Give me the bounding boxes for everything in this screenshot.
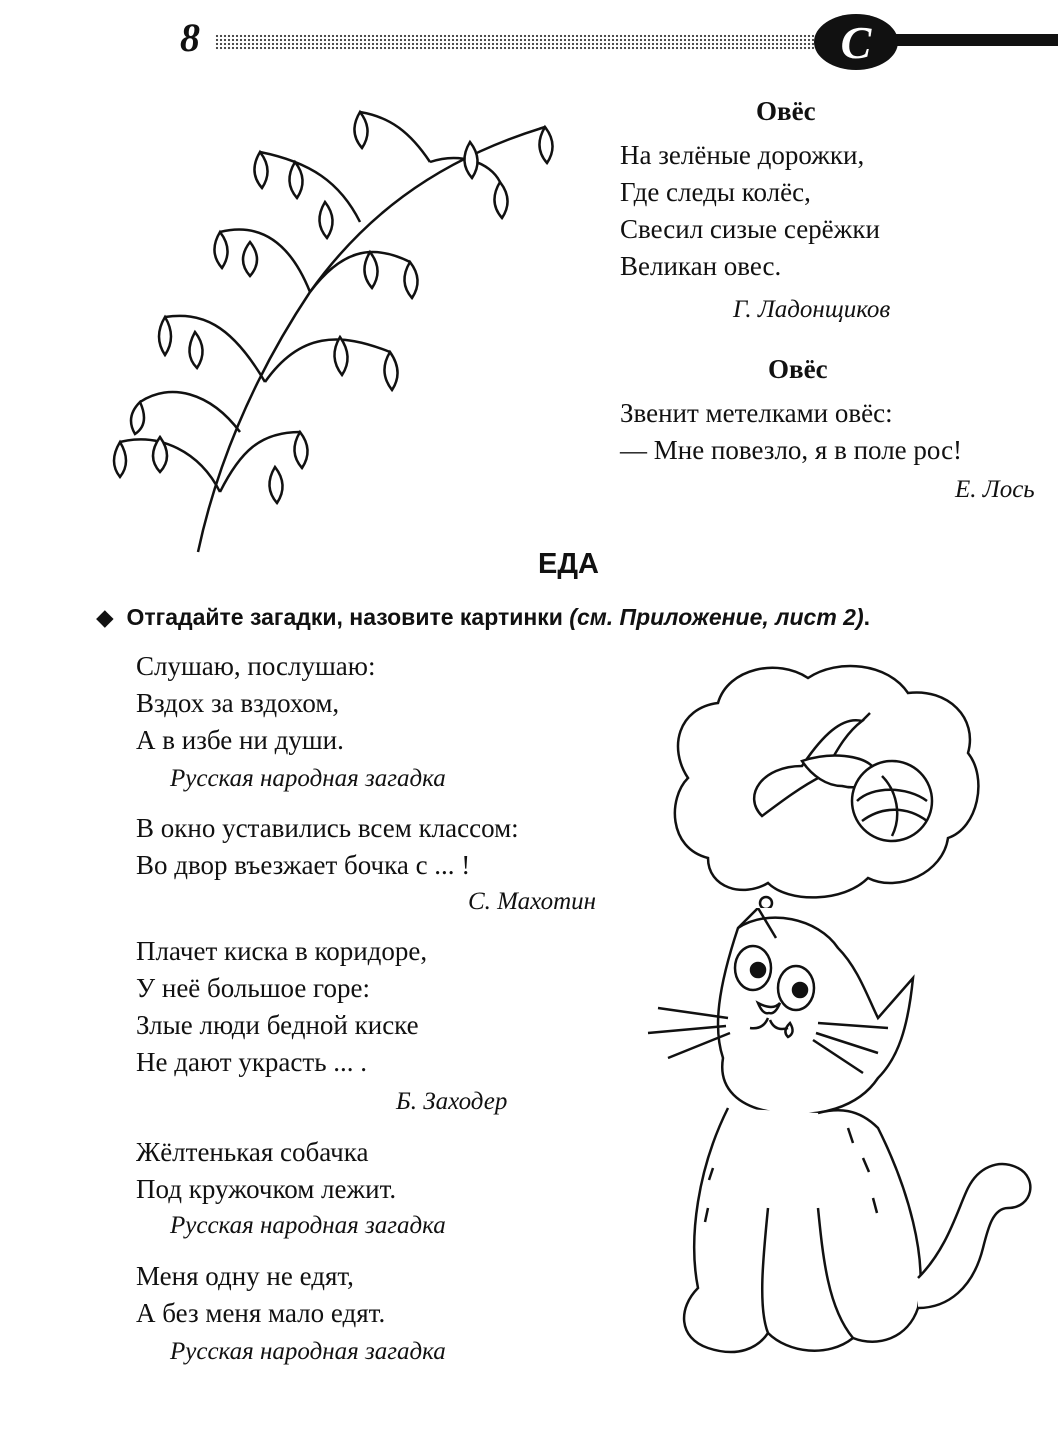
task-end: . <box>863 604 871 630</box>
task-reference: (см. Приложение, лист 2) <box>569 604 864 630</box>
verse-line: Жёлтенькая собачка <box>136 1137 369 1167</box>
verse-line: Вздох за вздохом, <box>136 688 340 718</box>
riddle-2 <box>136 810 519 884</box>
verse-line: Меня одну не едят, <box>136 1261 354 1291</box>
verse-line: А в избе ни души. <box>136 725 344 755</box>
page-number: 8 <box>180 15 200 60</box>
oat-plant-icon <box>90 92 570 562</box>
task-instruction <box>96 604 870 631</box>
verse-line: А без меня мало едят. <box>136 1298 386 1328</box>
verse-line: Свесил сизые серёжки <box>620 214 880 244</box>
section-heading: ЕДА <box>538 548 599 580</box>
verse-line: В окно уставились всем классом: <box>136 813 519 843</box>
section-letter-badge: С <box>814 14 898 70</box>
riddle-4 <box>136 1134 396 1208</box>
riddle-4-author: Русская народная загадка <box>170 1212 446 1239</box>
verse-line: Где следы колёс, <box>620 177 811 207</box>
poem1-verse <box>620 137 880 285</box>
poem1-title: Овёс <box>756 96 816 126</box>
riddle-3 <box>136 933 427 1081</box>
verse-line: Плачет киска в коридоре, <box>136 936 428 966</box>
poem2-author: Е. Лось <box>955 476 1035 503</box>
poem2-verse <box>620 395 962 469</box>
riddle-5 <box>136 1258 385 1332</box>
verse-line: Слушаю, послушаю: <box>136 651 376 681</box>
sausage-icon <box>742 706 942 846</box>
verse-line: Не дают украсть ... . <box>136 1047 368 1077</box>
verse-line: — Мне повезло, я в поле рос! <box>620 435 963 465</box>
riddle-3-author: Б. Заходер <box>396 1088 508 1115</box>
verse-line: На зелёные дорожки, <box>620 140 865 170</box>
header-bar <box>880 34 1058 46</box>
cat-icon <box>618 908 1048 1388</box>
verse-line: Во двор въезжает бочка с ... ! <box>136 850 471 880</box>
poem1-author: Г. Ладонщиков <box>733 296 891 323</box>
bullet-icon: ◆ <box>96 604 114 630</box>
task-main-text: Отгадайте загадки, назовите картинки <box>126 604 563 630</box>
riddle-5-author: Русская народная загадка <box>170 1338 446 1365</box>
verse-line: Злые люди бедной киске <box>136 1010 419 1040</box>
verse-line: Звенит метелками овёс: <box>620 398 893 428</box>
riddle-1 <box>136 648 375 759</box>
verse-line: У неё большое горе: <box>136 973 370 1003</box>
verse-line: Великан овес. <box>620 251 782 281</box>
riddle-1-author: Русская народная загадка <box>170 765 446 792</box>
header-dot-band <box>215 34 835 50</box>
poem2-title: Овёс <box>768 354 828 384</box>
verse-line: Под кружочком лежит. <box>136 1174 397 1204</box>
riddle-2-author: С. Махотин <box>468 888 597 915</box>
